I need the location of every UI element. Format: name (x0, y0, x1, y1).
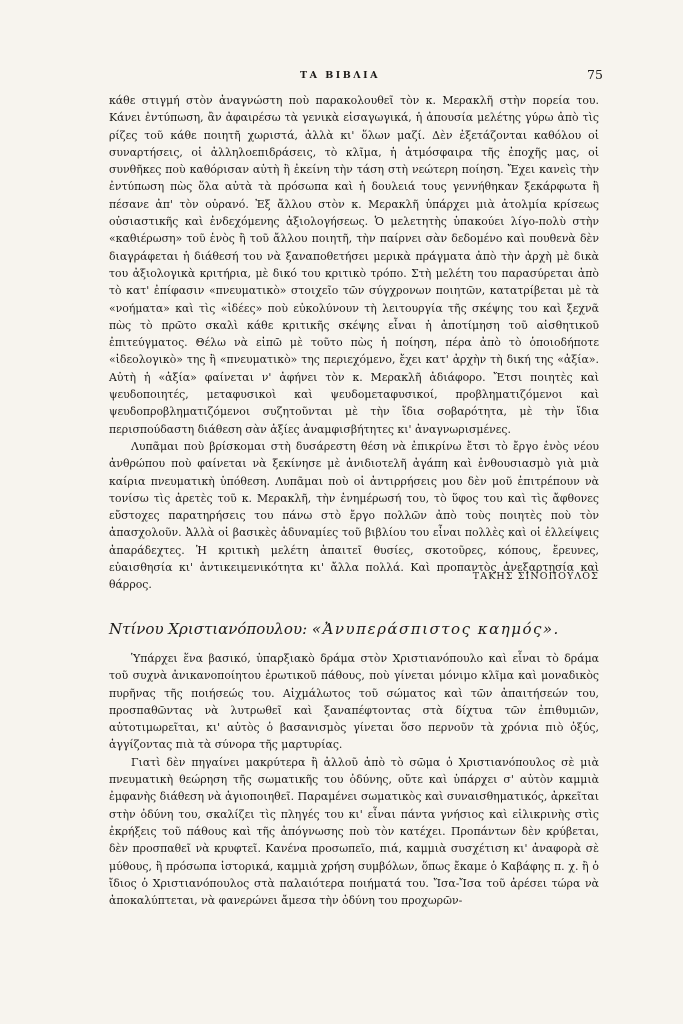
review-1-signature: ΤΑΚΗΣ ΣΙΝΟΠΟΥΛΟΣ (472, 571, 599, 582)
review-1-paragraph: κάθε στιγμή στὸν ἀναγνώστη ποὺ παρακολουθεῖ τὸν κ. Μερακλῆ στὴν πορεία του. Κάνει ἐντύπωση, ἂν ἀφαιρέσω τὰ γενικὰ εἰσαγωγικά, ἡ ἀπουσία μελέτης γύρω ἀπὸ τὶς ρίζες τοῦ κάθε ποιητῆ χωριστά, ἀλλὰ κι' ὅλων μαζί. Δὲν ἐξετάζονται καθόλου οἱ συναρτήσεις, οἱ ἀλληλοεπιδράσεις, τὸ κλῖμα, ἡ ἀτμόσφαιρα τῆς ἐποχῆς μας, οἱ συνθῆκες ποὺ καθόρισαν αὐτὴ ἢ ἐκείνη τὴν τάση στὴ νεώτερη ποίηση. Ἔχει κανεὶς τὴν ἐντύπωση πὼς ὅλα αὐτὰ τὰ πρόσωπα καὶ ἡ δουλειά τους γεννήθηκαν ξεκάρφωτα ἢ πέσανε ἀπ' τὸν οὐρανό. Ἐξ ἄλλου στὸν κ. Μερακλῆ ὑπάρχει μιὰ ἀτολμία κρίσεως οὐσιαστικῆς καὶ ἐνδεχόμενης ἀξιολογήσεως. Ὁ μελετητὴς ὑπακούει λίγο-πολὺ στὴν «καθιέρωση» τοῦ ἑνὸς ἢ τοῦ ἄλλου ποιητῆ, τὴν παίρνει σὰν δεδομένο καὶ πουθενὰ δὲν διαγράφεται ἡ διάθεσή του νὰ ξαναποθετήσει μερικὰ πράγματα ἀπὸ τὴν ἀρχὴ μὲ δικὰ του ἀξιολογικὰ κριτήρια, μὲ δικό του κριτικὸ τρόπο. Στὴ μελέτη του παρασύρεται ἀπὸ τὸ κατ' ἐπίφασιν «πνευματικὸ» στοιχεῖο τῶν σύγχρονων ποιητῶν, κατατρίβεται μὲ τὰ «νοήματα» καὶ τὶς «ἰδέες» ποὺ εὐκολύνουν τὴ λειτουργία τῆς σκέψης του καὶ ξεχνᾶ πὼς τὸ πρῶτο σκαλὶ κάθε κριτικῆς σκέψης εἶναι ἡ ἀποτίμηση τοῦ αἰσθητικοῦ ἐπιτεύγματος. Θέλω νὰ εἰπῶ μὲ τοῦτο πὼς ἡ ποίηση, πέρα ἀπὸ τὸ ὁποιοδήποτε «ἰδεολογικὸ» της ἢ «πνευματικὸ» της περιεχόμενο, ἔχει κατ' ἀρχὴν τὴ δική της «ἀξία». Αὐτὴ ἡ «ἀξία» φαίνεται ν' ἀφήνει τὸν κ. Μερακλῆ ἀδιάφορο. Ἔτσι ποιητὲς καὶ ψευδοποιητές, μεταφυσικοὶ καὶ ψευδομεταφυσικοί, προβληματιζόμενοι καὶ ψευδοπροβληματιζόμενοι συζητοῦνται μὲ τὴν ἴδια σοβαρότητα, μὲ τὴν ἴδια περισπούδαστη διάθεση σὰν ἀξίες ἀναμφισβήτητες κι' ἀναγνωρισμένες. (109, 94, 599, 436)
review-2-paragraph: Γιατὶ δὲν πηγαίνει μακρύτερα ἢ ἀλλοῦ ἀπὸ τὸ σῶμα ὁ Χριστιανόπουλος σὲ μιὰ πνευματικὴ θεώρηση τῆς σωματικῆς του ὀδύνης, οὔτε καὶ ὑπάρχει σ' αὐτὸν καμμιὰ ἐμφανὴς διάθεση νὰ ἁγιοποιηθεῖ. Παραμένει σωματικὸς καὶ συναισθηματικός, ἀρκεῖται στὴν ὀδύνη του, σκαλίζει τὶς πληγές του κι' εἶναι πάντα γνήσιος καὶ εἰλικρινὴς στὶς ἐκρήξεις τοῦ πάθους καὶ τῆς ἀπόγνωσης ποὺ τὸν κατέχει. Προπάντων δὲν κρύβεται, δὲν προσπαθεῖ νὰ κρυφτεῖ. Κανένα προσωπεῖο, πιά, καμμιὰ συσχέτιση κι' ἀναφορὰ σὲ μύθους, ἢ πρόσωπα ἱστορικά, καμμιὰ χρήση συμβόλων, ὅπως ἔκαμε ὁ Καβάφης π. χ. ἢ ὁ ἴδιος ὁ Χριστιανόπουλος στὰ παλαιότερα ποιήματά του. Ἴσα-Ἴσα τοῦ ἀρέσει τώρα νὰ ἀποκαλύπτεται, νὰ φανερώνει ἄμεσα τὴν ὀδύνη του προχωρῶν- (109, 755, 599, 908)
review-1-paragraph: Λυπᾶμαι ποὺ βρίσκομαι στὴ δυσάρεστη θέση νὰ ἐπικρίνω ἔτσι τὸ ἔργο ἑνὸς νέου ἀνθρώπου ποὺ φαίνεται νὰ ξεκίνησε μὲ ἀνιδιοτελῆ ἀγάπη καὶ ἐνθουσιασμὸ γιὰ μιὰ καίρια πνευματικὴ ὑπόθεση. Λυπᾶμαι ποὺ οἱ ἀντιρρήσεις μου δὲν μοῦ ἐπιτρέπουν νὰ τονίσω τὶς ἀρετὲς τοῦ κ. Μερακλῆ, τὴν ἐνημέρωσή του, τὸ ὕφος του καὶ τὶς ἄφθονες εὔστοχες παρατηρήσεις του πάνω στὸ ἔργο πολλῶν ἀπὸ τοὺς ποιητὲς ποὺ τὸν ἀπασχολοῦν. Ἀλλὰ οἱ βασικὲς ἀδυναμίες τοῦ βιβλίου του εἶναι πολλὲς καὶ οἱ ἐλλείψεις ἀπαράδεχτες. Ἡ κριτικὴ μελέτη ἀπαιτεῖ θυσίες, σκοτοῦρες, κόπους, ἔρευνες, εὐαισθησία κι' ἀντικειμενικότητα κι' ἄλλα πολλά. Καὶ προπαντὸς ἀνεξαρτησία καὶ θάρρος. (109, 439, 599, 592)
running-title: ΤΑ ΒΙΒΛΙΑ (300, 70, 380, 81)
review-2-body (109, 650, 599, 909)
review-1-body (109, 92, 599, 594)
page-number: 75 (587, 67, 603, 82)
review-2-heading-title: «Ἀνυπεράσπιστος καημός». (311, 620, 560, 638)
review-2-heading (109, 620, 609, 638)
review-2-heading-author: Ντίνου Χριστιανόπουλου: (109, 620, 308, 638)
review-2-paragraph: Ὑπάρχει ἕνα βασικό, ὑπαρξιακὸ δράμα στὸν Χριστιανόπουλο καὶ εἶναι τὸ δράμα τοῦ συχνὰ ἀνικανοποίητου ἐρωτικοῦ πάθους, ποὺ γίνεται μόνιμο κλῖμα καὶ μοναδικὸς πυρῆνας τῆς ποιήσεώς του. Αἰχμάλωτος τοῦ σώματος καὶ τῶν ἀπαιτήσεών του, προσπαθῶντας νὰ λυτρωθεῖ καὶ ξαναπέφτοντας στὰ δίχτυα τῶν ἐπιθυμιῶν, αὐτοτιμωρεῖται, κι' αὐτὸς ὁ βασανισμὸς γίνεται ὅσο περνοῦν τὰ χρόνια πιὸ ὀξύς, ἀγγίζοντας πιὰ τὰ σύνορα τῆς μαρτυρίας. (109, 652, 599, 752)
